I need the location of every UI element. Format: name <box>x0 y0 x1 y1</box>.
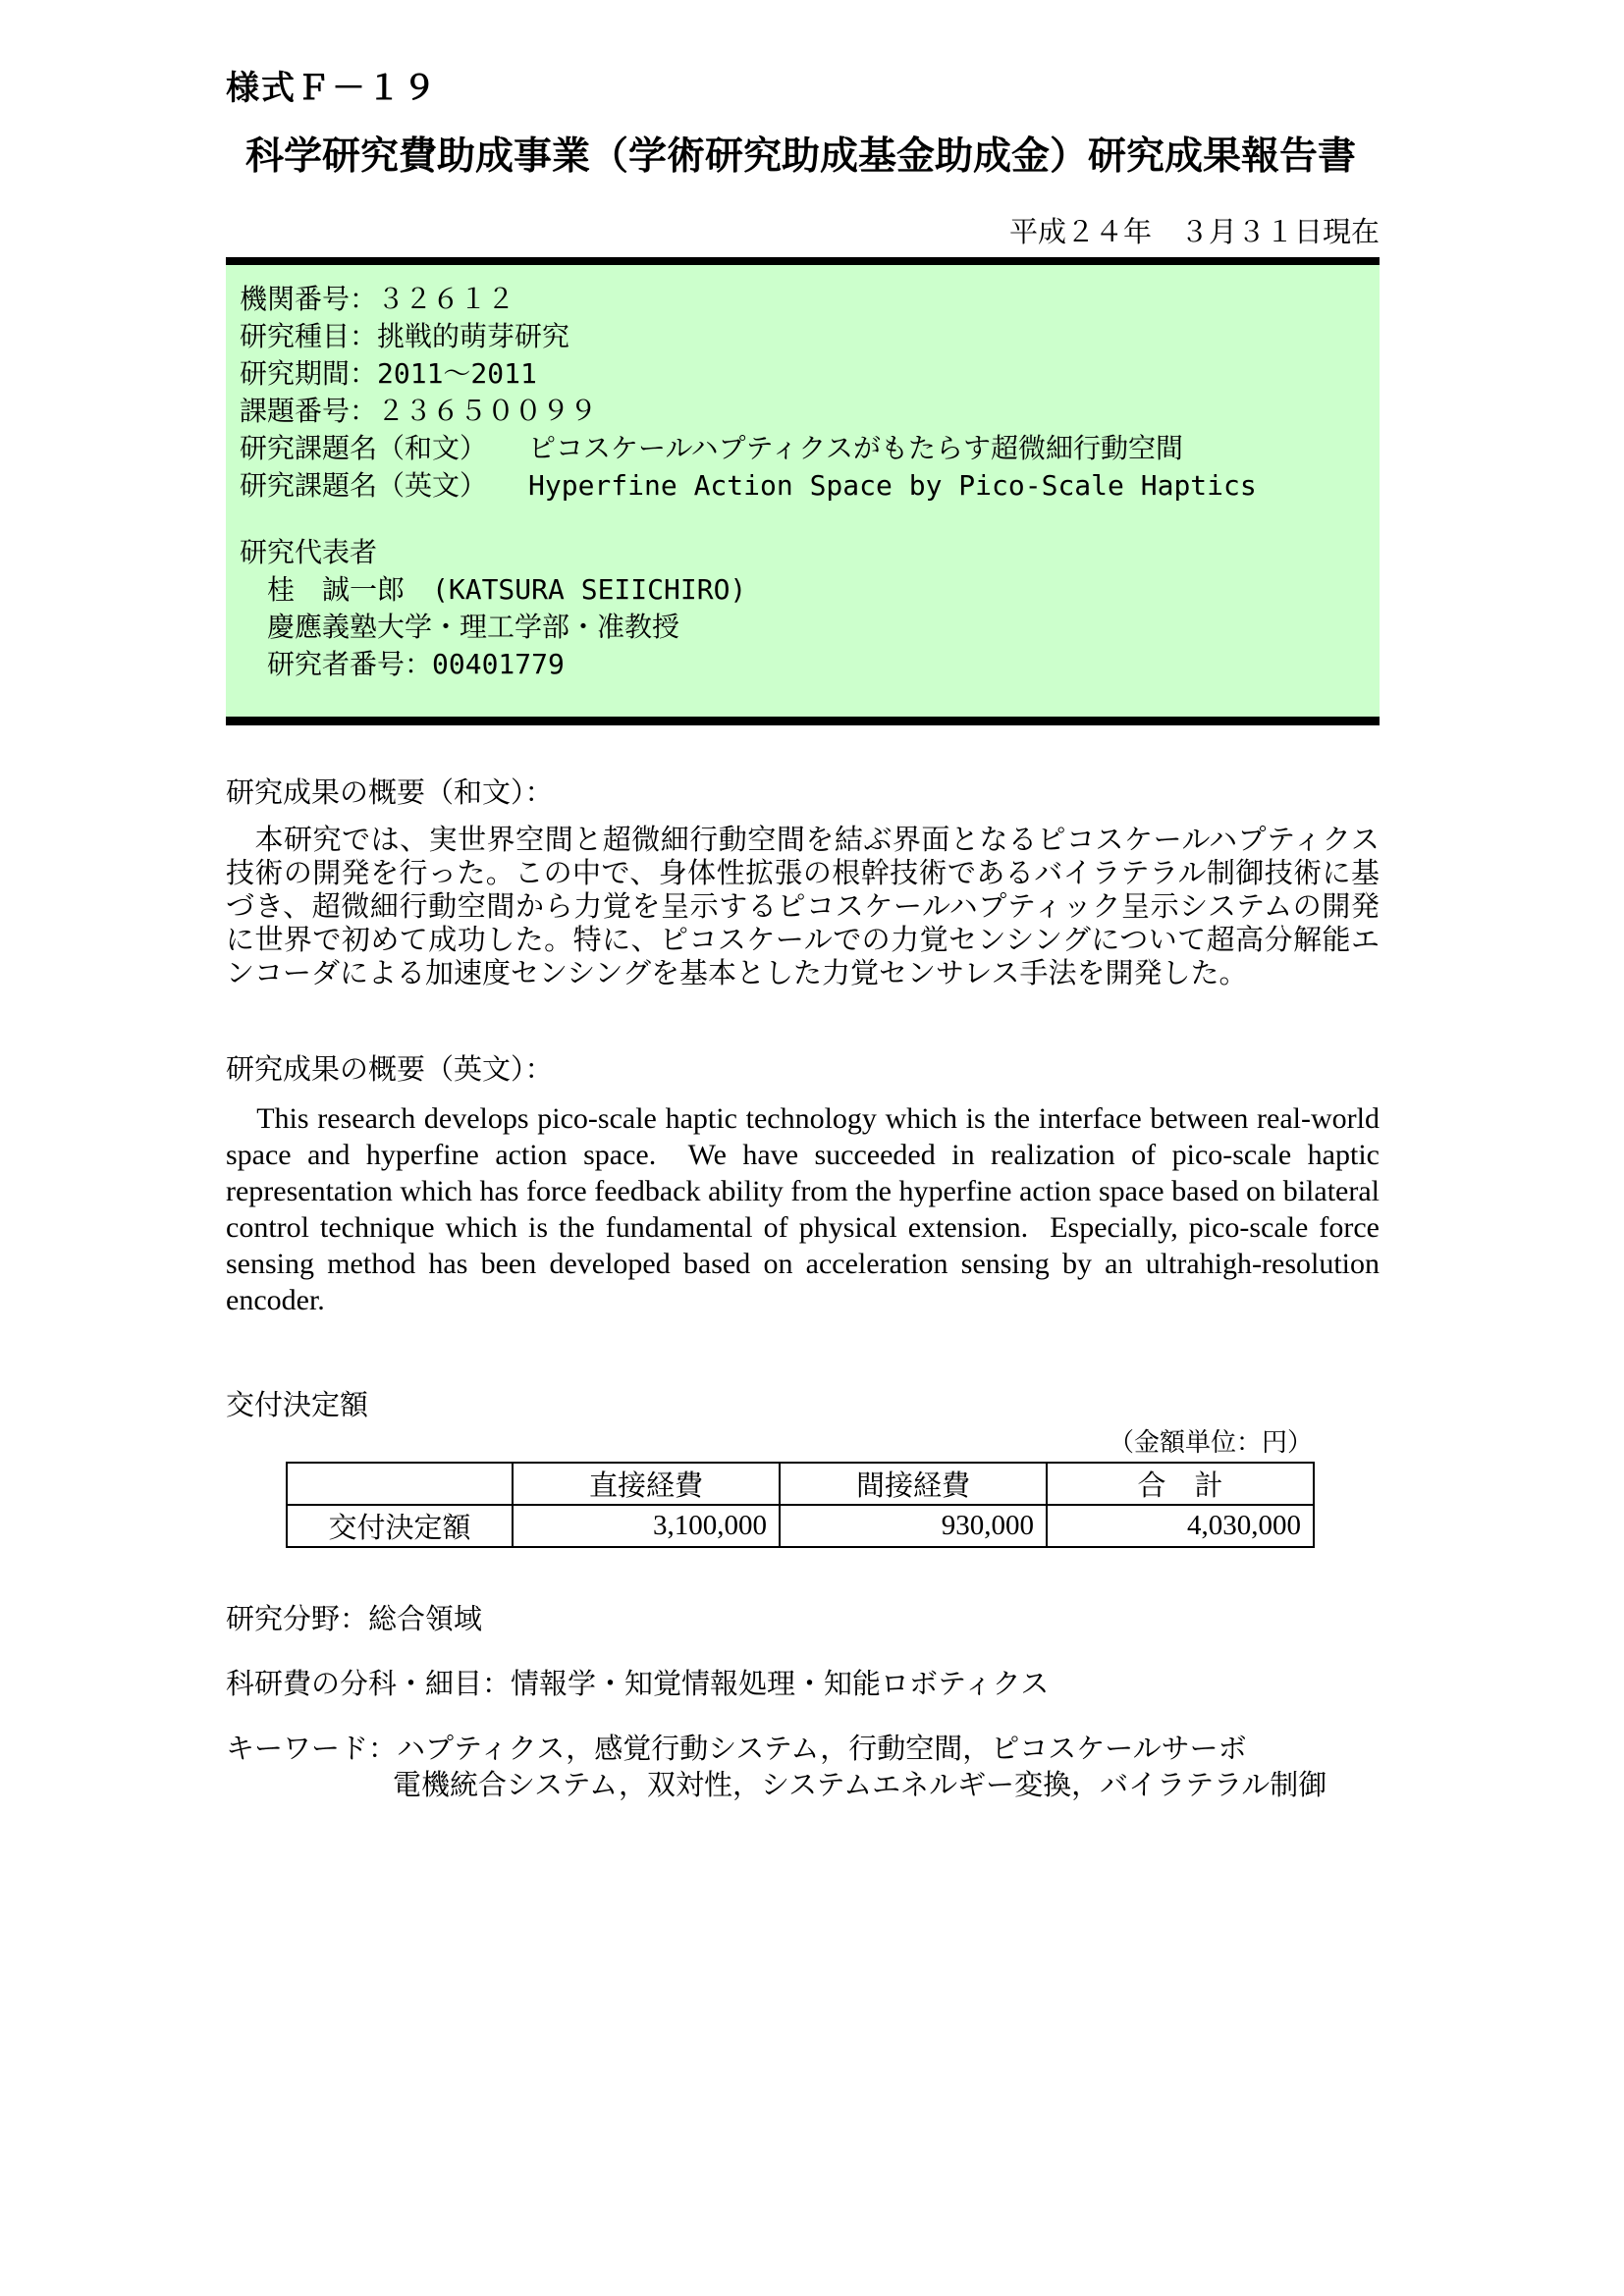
budget-heading: 交付決定額 <box>226 1390 369 1421</box>
budget-header-empty-cell <box>287 1463 513 1505</box>
category-line: 科研費の分科・細目：情報学・知覚情報処理・知能ロボティクス <box>226 1669 1050 1700</box>
budget-table-header-row <box>287 1463 1314 1505</box>
research-field-line: 研究分野：総合領域 <box>226 1604 483 1635</box>
info-line-principal-investigator-label: 研究代表者 <box>240 536 378 568</box>
budget-total-value: 4,030,000 <box>1047 1505 1314 1547</box>
budget-row-label: 交付決定額 <box>287 1505 513 1547</box>
info-line-research-period: 研究期間：2011～2011 <box>240 357 537 390</box>
abstract-ja-text: 本研究では、実世界空間と超微細行動空間を結ぶ界面となるピコスケールハプティクス技術の開発を行った。この中で、身体性拡張の根幹技術であるバイラテラル制御技術に基づき、超微細行動空間から力覚を呈示するピコスケールハプティック呈示システムの開発に世界で初めて成功した。特に、ピコスケールでの力覚センシングについて超高分解能エンコーダによる加速度センシングを基本とした力覚センサレス手法を開発した。 <box>226 825 1380 989</box>
info-line-affiliation: 慶應義塾大学・理工学部・准教授 <box>240 611 680 643</box>
info-line-title-ja: 研究課題名（和文） ピコスケールハプティクスがもたらす超微細行動空間 <box>240 432 1183 464</box>
keywords-line-1: キーワード：ハプティクス，感覚行動システム，行動空間，ピコスケールサーボ <box>226 1734 1247 1765</box>
info-line-investigator-name: 桂 誠一郎 (KATSURA SEIICHIRO) <box>240 573 747 606</box>
project-info-box <box>226 257 1380 725</box>
budget-header-indirect-cost: 間接経費 <box>780 1463 1047 1505</box>
budget-table <box>286 1462 1315 1548</box>
budget-indirect-cost-value: 930,000 <box>780 1505 1047 1547</box>
budget-block <box>286 1428 1313 1548</box>
budget-header-direct-cost: 直接経費 <box>513 1463 780 1505</box>
info-line-project-number: 課題番号：２３６５００９９ <box>240 395 598 427</box>
abstract-ja-label: 研究成果の概要（和文）： <box>226 777 554 809</box>
info-line-research-category: 研究種目：挑戦的萌芽研究 <box>240 320 570 352</box>
date-line: 平成２４年 ３月３１日現在 <box>1008 217 1380 248</box>
keywords-line-2: 電機統合システム，双対性，システムエネルギー変換，バイラテラル制御 <box>393 1770 1327 1801</box>
budget-table-data-row <box>287 1505 1314 1547</box>
abstract-en-text: This research develops pico-scale haptic technology which is the interface between real-world space and hyperfine action space. We have succeeded in realization of pico-scale haptic representation which has force feedback ability from the hyperfine action space based on bilateral control technique which is the fundamental of physical extension. Especially, pico-scale force sensing method has been developed based on acceleration sensing by an ultrahigh-resolution encoder. <box>226 1102 1387 1316</box>
info-line-title-en: 研究課題名（英文） Hyperfine Action Space by Pico-Scale Haptics <box>240 469 1257 502</box>
budget-header-total: 合 計 <box>1047 1463 1314 1505</box>
abstract-en-label: 研究成果の概要（英文）： <box>226 1054 554 1086</box>
budget-unit-note: （金額単位：円） <box>1108 1428 1313 1457</box>
form-number: 様式Ｆ－１９ <box>226 70 438 107</box>
budget-direct-cost-value: 3,100,000 <box>513 1505 780 1547</box>
info-line-researcher-number: 研究者番号：00401779 <box>240 648 565 680</box>
info-line-institution-number: 機関番号：３２６１２ <box>240 283 515 315</box>
document-title: 科学研究費助成事業（学術研究助成基金助成金）研究成果報告書 <box>245 135 1357 178</box>
info-box-spacer <box>240 505 1362 534</box>
